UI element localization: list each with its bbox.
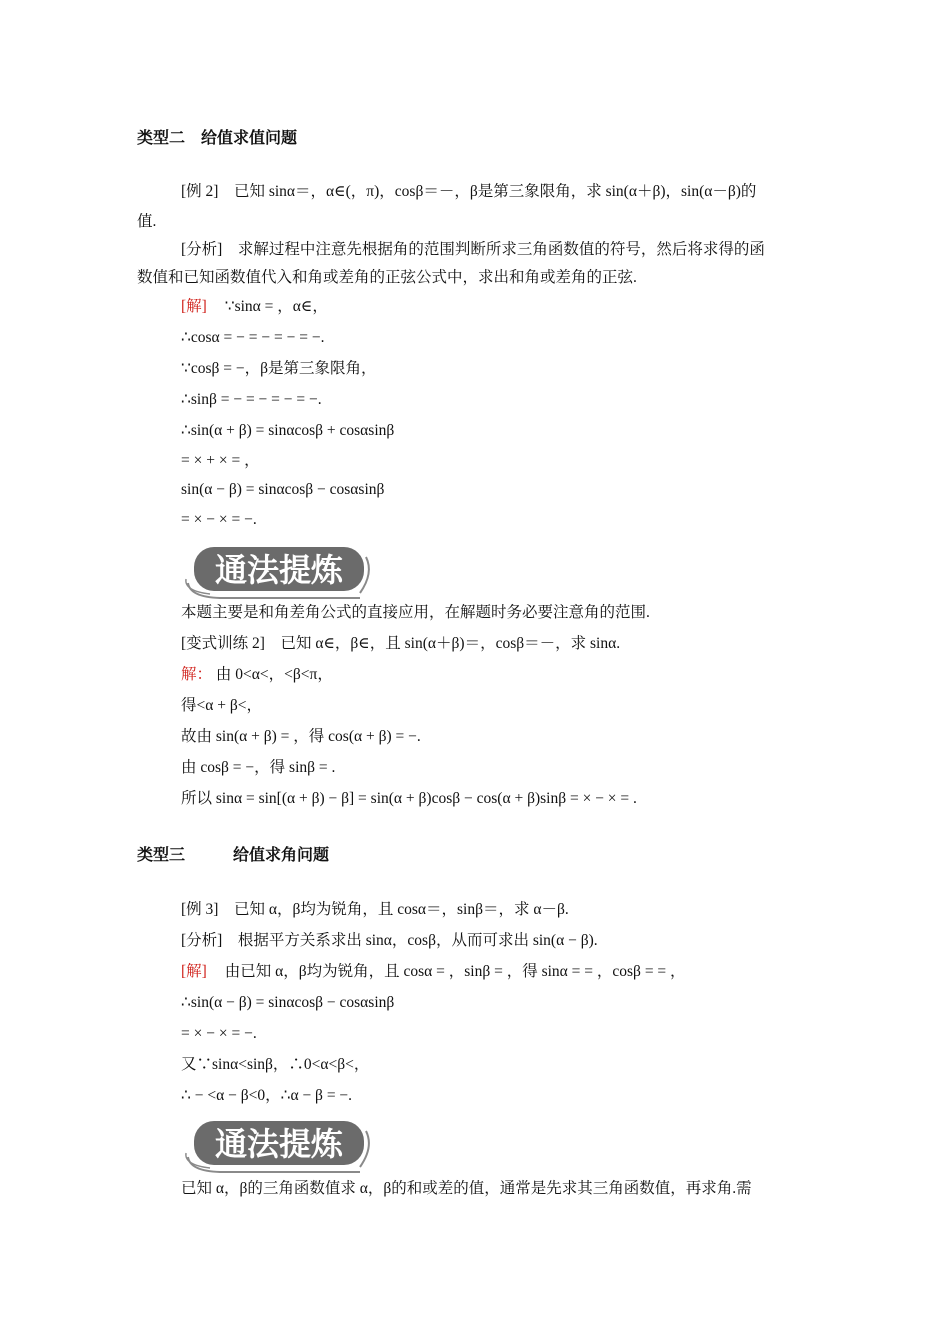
svg-text:通法提炼: 通法提炼 — [214, 551, 344, 589]
solution-line — [181, 297, 328, 317]
method-summary-badge — [180, 543, 376, 601]
section-heading: 类型二 给值求值问题 — [137, 128, 298, 147]
variant-solution-line: 由 cosβ = −，得 sinβ = . — [181, 759, 336, 776]
solution-line: sin(α − β) = sinαcosβ − cosαsinβ — [181, 481, 385, 498]
solution-line: ∵cosβ = −，β是第三象限角， — [181, 360, 377, 377]
solution-label: [解] — [181, 963, 207, 980]
method-summary-badge — [180, 1117, 376, 1175]
example-line: 值. — [137, 213, 157, 230]
method-text: 已知 α，β的三角函数值求 α，β的和或差的值，通常是先求其三角函数值，再求角.需 — [181, 1180, 752, 1197]
variant-problem: [变式训练 2] 已知 α∈，β∈，且 sin(α＋β)＝，cosβ＝－，求 sinα. — [181, 635, 621, 652]
variant-solution-line: 所以 sinα = sin[(α + β) − β] = sin(α + β)cosβ − cos(α + β)sinβ = × − × = . — [181, 790, 637, 807]
solution-line: = × − × = −. — [181, 1025, 257, 1042]
solution-line — [181, 962, 686, 982]
method-text: 本题主要是和角差角公式的直接应用，在解题时务必要注意角的范围. — [181, 604, 650, 621]
variant-solution-line — [181, 665, 333, 685]
solution-line: ∴ − <α − β<0，∴α − β = −. — [181, 1087, 353, 1104]
svg-text:通法提炼: 通法提炼 — [214, 1125, 344, 1163]
variant-solution-text: 由 0<α<，<β<π， — [215, 666, 333, 683]
variant-solution-line: 故由 sin(α + β) = ，得 cos(α + β) = −. — [181, 728, 421, 745]
solution-line: = × − × = −. — [181, 511, 257, 528]
example-line: [例 2] 已知 sinα＝，α∈(，π)，cosβ＝－，β是第三象限角，求 sin(α＋β)，sin(α－β)的 — [181, 183, 757, 200]
solution-line: ∴sin(α + β) = sinαcosβ + cosαsinβ — [181, 422, 395, 439]
solution-line: = × + × = ， — [181, 452, 260, 469]
solution-line: 又∵sinα<sinβ，∴0<α<β<， — [181, 1056, 370, 1073]
solution-text: ∵sinα = ，α∈， — [224, 298, 328, 315]
solution-line: ∴sin(α − β) = sinαcosβ − cosαsinβ — [181, 994, 395, 1011]
analysis-line: 数值和已知函数值代入和角或差角的正弦公式中，求出和角或差角的正弦. — [137, 269, 637, 286]
analysis-line: [分析] 求解过程中注意先根据角的范围判断所求三角函数值的符号，然后将求得的函 — [181, 241, 765, 258]
variant-solution-line: 得<α + β<， — [181, 697, 262, 714]
solution-text: 由已知 α，β均为锐角，且 cosα = ，sinβ = ，得 sinα = = ，cosβ = = ， — [224, 963, 686, 980]
solution-label: [解] — [181, 298, 207, 315]
analysis-line: [分析] 根据平方关系求出 sinα，cosβ，从而可求出 sin(α − β). — [181, 932, 598, 949]
example-line: [例 3] 已知 α，β均为锐角，且 cosα＝，sinβ＝，求 α－β. — [181, 901, 569, 918]
solution-line: ∴sinβ = − = − = − = −. — [181, 391, 322, 408]
solution-line: ∴cosα = − = − = − = −. — [181, 329, 325, 346]
variant-solution-label: 解： — [181, 666, 213, 683]
section-heading: 类型三 给值求角问题 — [137, 845, 330, 864]
